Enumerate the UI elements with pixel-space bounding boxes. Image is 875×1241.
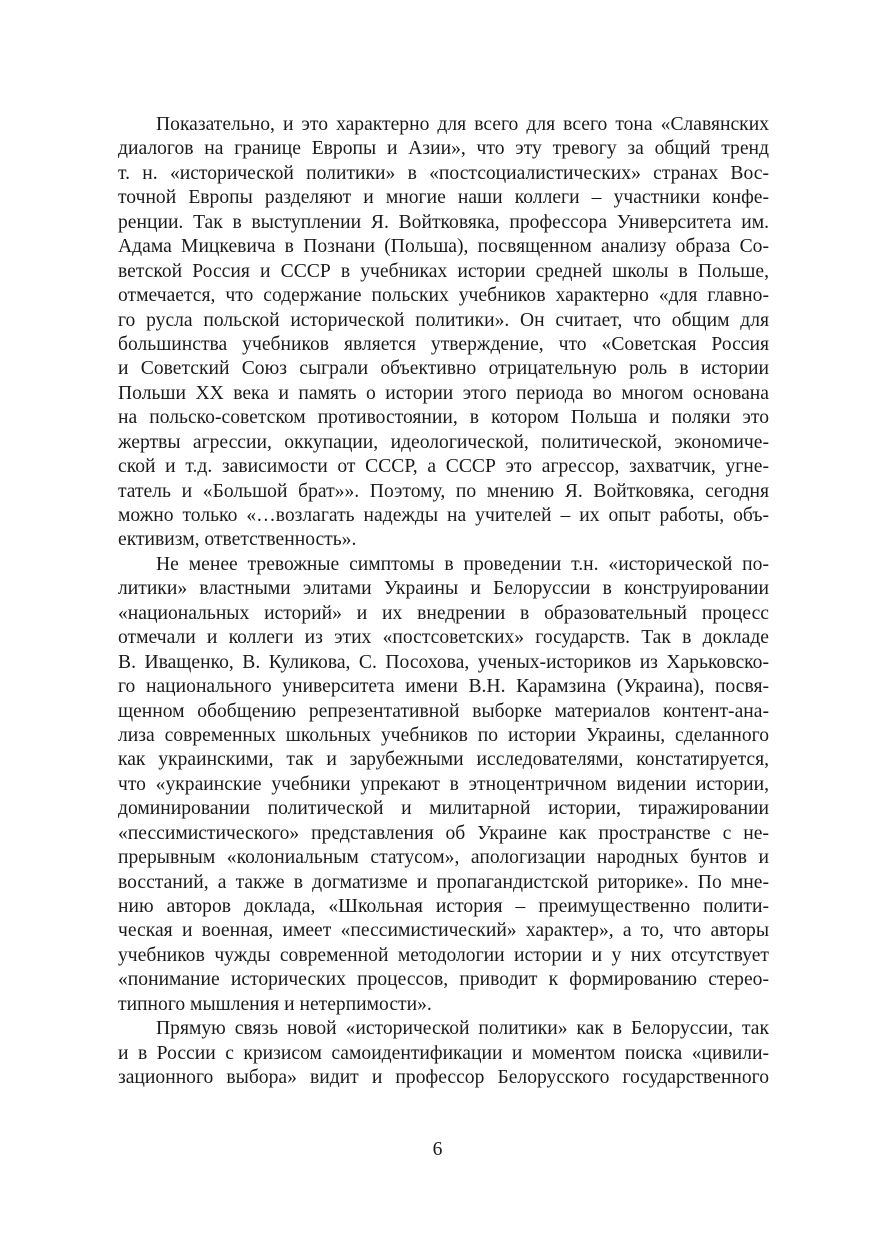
text-line: доминировании политической и милитарной истории, тиражировании xyxy=(118,798,769,820)
text-line: татель и «Большой брат»». Поэтому, по мнению Я. Войтковяка, сегодня xyxy=(118,480,769,502)
text-line: отмечали и коллеги из этих «постсоветских» государств. Так в докладе xyxy=(118,627,769,649)
text-line: т. н. «исторической политики» в «постсоциалистических» странах Вос- xyxy=(118,162,769,184)
text-line: можно только «…возлагать надежды на учителей – их опыт работы, объ- xyxy=(118,505,769,526)
text-line: точной Европы разделяют и многие наши коллеги – участники конфе- xyxy=(118,187,769,209)
text-line: го русла польской исторической политики». Он считает, что общим для xyxy=(118,309,769,331)
text-line: восстаний, а также в догматизме и пропагандистской риторике». По мне- xyxy=(118,871,769,893)
text-line: В. Иващенко, В. Куликова, С. Посохова, ученых-историков из Харьковско- xyxy=(118,651,769,673)
text-line: как украинскими, так и зарубежными исследователями, констатируется, xyxy=(118,749,769,771)
text-line: щенном обобщению репрезентативной выборке материалов контент-ана- xyxy=(118,700,769,722)
paragraph xyxy=(118,1017,769,1090)
text-line: жертвы агрессии, оккупации, идеологической, политической, экономиче- xyxy=(118,431,769,453)
text-line: прерывным «колониальным статусом», апологизации народных бунтов и xyxy=(118,847,769,869)
text-line: на польско-советском противостоянии, в котором Польша и поляки это xyxy=(118,407,769,429)
text-line: Не менее тревожные симптомы в проведении т.н. «исторической по- xyxy=(156,553,769,575)
text-line: литики» властными элитами Украины и Белоруссии в конструировании xyxy=(118,578,769,600)
text-line: ективизм, ответственность». xyxy=(118,529,357,551)
paragraph xyxy=(118,113,769,553)
text-line: Адама Мицкевича в Познани (Польша), посвященном анализу образа Со- xyxy=(118,236,769,258)
text-line: го национального университета имени В.Н. Карамзина (Украина), посвя- xyxy=(118,676,769,698)
text-line: ренции. Так в выступлении Я. Войтковяка, профессора Университета им. xyxy=(118,211,769,233)
text-line: «пессимистического» представления об Украине как пространстве с не- xyxy=(118,822,769,844)
text-line: Прямую связь новой «исторической политики» как в Белоруссии, так xyxy=(156,1018,769,1040)
page-number: 6 xyxy=(432,1139,443,1160)
text-line: учебников чужды современной методологии истории и у них отсутствует xyxy=(118,944,769,966)
text-line: зационного выбора» видит и профессор Белорусского государственного xyxy=(118,1067,769,1089)
text-line: типного мышления и нетерпимости». xyxy=(118,993,432,1015)
text-line: Показательно, и это характерно для всего для всего тона «Славянских xyxy=(156,114,769,135)
paragraph xyxy=(118,553,769,1017)
body-text xyxy=(118,113,769,1091)
text-line: диалогов на границе Европы и Азии», что эту тревогу за общий тренд xyxy=(118,138,769,160)
text-line: и Советский Союз сыграли объективно отрицательную роль в истории xyxy=(118,358,769,380)
text-line: что «украинские учебники упрекают в этноцентричном видении истории, xyxy=(118,773,769,795)
text-line: отмечается, что содержание польских учебников характерно «для главно- xyxy=(118,285,769,307)
text-line: «национальных историй» и их внедрении в образовательный процесс xyxy=(118,602,769,624)
text-line: ческая и военная, имеет «пессимистический» характер», а то, что авторы xyxy=(118,920,769,942)
text-line: ской и т.д. зависимости от СССР, а СССР это агрессор, захватчик, угне- xyxy=(118,456,769,478)
text-line: большинства учебников является утверждение, что «Советская Россия xyxy=(118,333,769,355)
text-line: ветской Россия и СССР в учебниках истории средней школы в Польше, xyxy=(118,260,769,282)
text-line: «понимание исторических процессов, приводит к формированию стерео- xyxy=(118,969,769,991)
text-line: Польши XX века и память о истории этого периода во многом основана xyxy=(118,382,769,404)
text-line: и в России с кризисом самоидентификации и моментом поиска «цивили- xyxy=(118,1042,769,1064)
text-line: лиза современных школьных учебников по истории Украины, сделанного xyxy=(118,724,769,746)
text-line: нию авторов доклада, «Школьная история – преимущественно полити- xyxy=(118,896,769,917)
